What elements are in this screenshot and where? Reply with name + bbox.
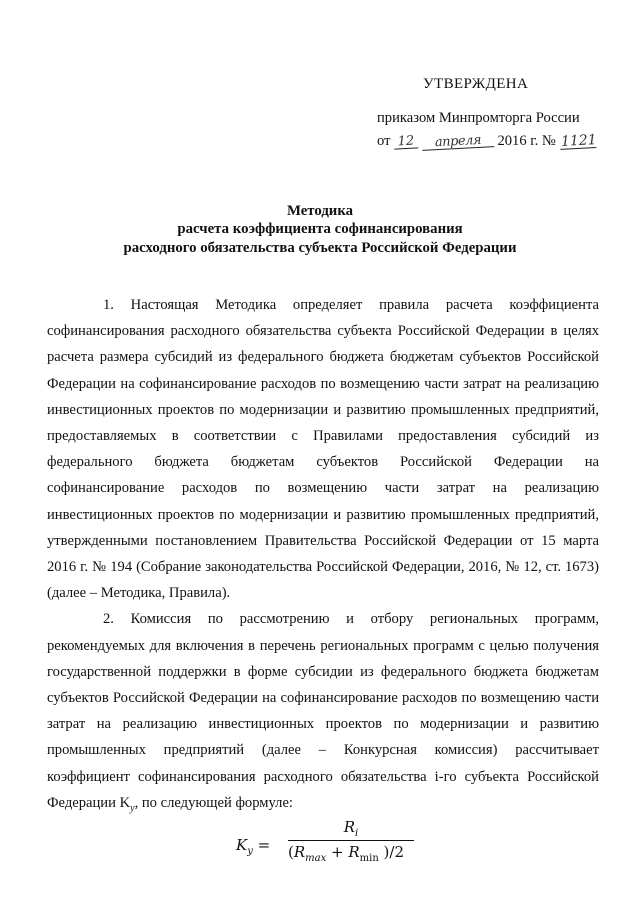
formula-numerator — [288, 818, 414, 838]
formula-rmin: R — [348, 843, 360, 861]
title-line-1: Методика — [286, 203, 354, 219]
title-line-3: расходного обязательства субъекта Российской Федерации — [123, 239, 517, 256]
formula-equals: = — [252, 836, 271, 854]
formula-lhs — [236, 836, 270, 857]
order-date-line — [377, 131, 596, 152]
year-and-number-label: 2016 г. № — [497, 133, 556, 149]
order-line: приказом Минпромторга России — [377, 110, 580, 126]
paragraph-2-tail: , по следующей формуле: — [134, 794, 293, 811]
formula-denominator — [288, 843, 414, 864]
formula-rmax: R — [293, 843, 306, 861]
formula-fraction — [288, 818, 414, 864]
title-line-2: расчета коэффициента софинансирования — [177, 221, 463, 238]
approved-heading: УТВЕРЖДЕНА — [423, 76, 529, 92]
paragraph-2-k-subscript: y — [130, 802, 135, 814]
formula-plus: + — [326, 843, 349, 861]
formula-rmax-sub: max — [305, 853, 327, 864]
formula-k: K — [236, 836, 248, 854]
handwritten-day: 12 — [394, 134, 419, 149]
formula-open-paren: ( — [288, 843, 294, 861]
handwritten-order-number: 1121 — [560, 132, 597, 150]
document-body — [47, 292, 599, 822]
formula-r: R — [343, 818, 356, 836]
from-prefix: от — [377, 133, 391, 149]
document-title — [0, 202, 640, 257]
paragraph-1: 1. Настоящая Методика определяет правила расчета коэффициента софинансирования расходного обязательства субъекта Российской Федерации в целях расчета размера субсидий из федерального бюджета бюджетам субъектов Российской Федерации на софинансирование расходов по возмещению части затрат на реализацию инвестиционных проектов по модернизации и развитию промышленных предприятий, предоставляемых в соответствии с Правилами предоставления субсидий из федерального бюджета бюджетам субъектов Российской Федерации на софинансирование расходов по возмещению части затрат на реализацию инвестиционных проектов по модернизации и развитию промышленных предприятий, утвержденными постановлением Правительства Российской Федерации от 15 марта 2016 г. № 194 (Собрание законодательства Российской Федерации, 2016, № 12, ст. 1673) (далее – Методика, Правила). — [47, 297, 599, 602]
formula-rmin-sub: min — [359, 853, 379, 864]
formula-close: )/2 — [378, 843, 404, 861]
handwritten-month: апреля — [421, 133, 494, 151]
formula-r-sub: i — [355, 828, 359, 839]
paragraph-2-text: 2. Комиссия по рассмотрению и отбору региональных программ, рекомендуемых для включения в перечень региональных программ с целью получения государственной поддержки в форме субсидии из федерального бюджета бюджетам субъектов Российской Федерации на софинансирование расходов по возмещению части затрат на реализацию инвестиционных проектов по модернизации и развитию промышленных предприятий (далее – Конкурсная комиссия) рассчитывает коэффициент софинансирования расходного обязательства i-го субъекта Российской Федерации K — [47, 611, 599, 811]
paragraph-2 — [47, 606, 599, 822]
fraction-bar — [288, 840, 414, 841]
formula-k-sub: y — [247, 846, 253, 857]
